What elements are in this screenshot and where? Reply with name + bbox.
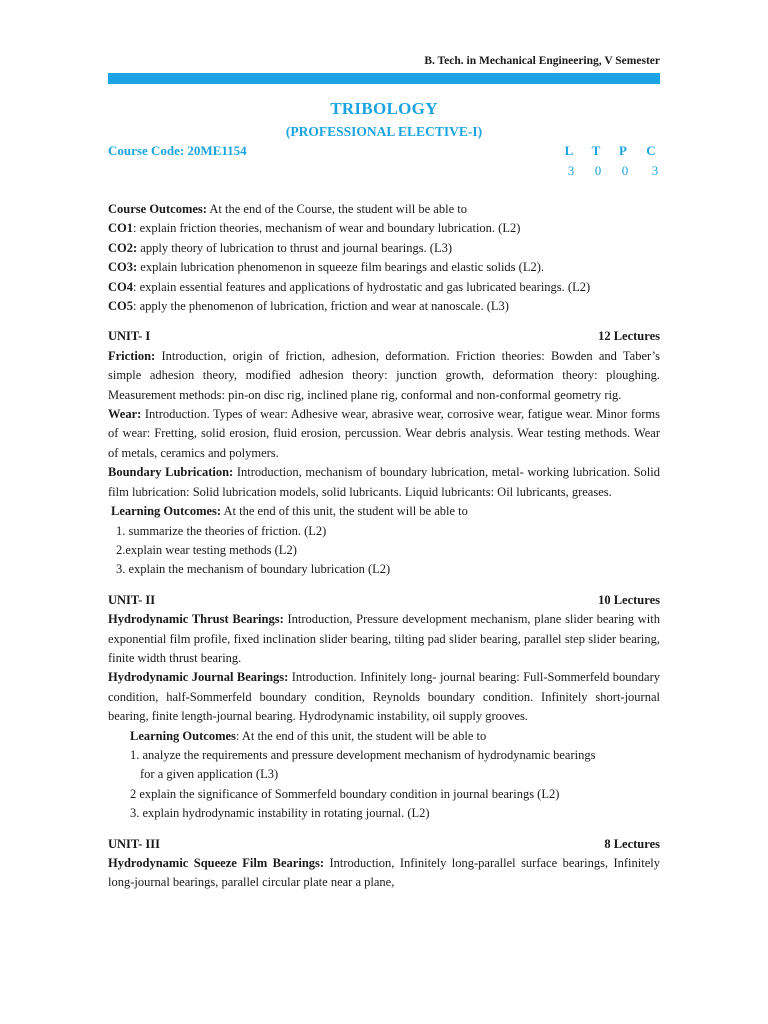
learning-outcomes-intro: Learning Outcomes: At the end of this unit, the student will be able to	[111, 504, 468, 519]
ltpc-label-p: P	[619, 143, 627, 158]
course-outcome-item: CO5: apply the phenomenon of lubrication, friction and wear at nanoscale. (L3)	[108, 299, 509, 314]
program-header: B. Tech. in Mechanical Engineering, V Semester	[424, 55, 660, 67]
ltpc-value-l: 3	[567, 163, 575, 178]
course-outcome-item: CO1: explain friction theories, mechanism of wear and boundary lubrication. (L2)	[108, 221, 521, 236]
course-outcomes-intro: Course Outcomes: At the end of the Course, the student will be able to	[108, 202, 467, 216]
unit-heading: UNIT- III 8 Lectures	[108, 836, 660, 851]
learning-outcome-item: 1. analyze the requirements and pressure development mechanism of hydrodynamic bearings	[130, 747, 596, 762]
course-code: Course Code: 20ME1154	[108, 143, 247, 158]
course-subtitle: (PROFESSIONAL ELECTIVE-I)	[285, 124, 483, 139]
unit-topic-journal-bearings: Hydrodynamic Journal Bearings: Introduction. Infinitely long- journal bearing: Full-Sommerfeld boundary condition, half-Sommerfeld boundary condition, Reynolds boundary condition. Infinitely short-journal bearing, finite length-journal bearing. Hydrodynamic instability, oil supply grooves.	[108, 670, 660, 724]
syllabus-content	[108, 200, 660, 893]
header-rule	[108, 73, 660, 84]
learning-outcome-item: 2.explain wear testing methods (L2)	[116, 542, 297, 557]
learning-outcome-item: 2 explain the significance of Sommerfeld boundary condition in journal bearings (L2)	[130, 786, 560, 801]
ltpc-label-c: C	[646, 143, 656, 158]
learning-outcome-item: 3. explain hydrodynamic instability in rotating journal. (L2)	[130, 806, 430, 821]
learning-outcome-item: 3. explain the mechanism of boundary lubrication (L2)	[116, 562, 391, 577]
learning-outcome-item-continued: for a given application (L3)	[140, 767, 279, 782]
unit-topic-boundary-lubrication: Boundary Lubrication: Introduction, mechanism of boundary lubrication, metal- working lubrication. Solid film lubrication: Solid lubrication models, solid lubricants. Liquid lubricants: Oil lubricants, greases.	[108, 465, 660, 499]
course-outcome-item: CO3: explain lubrication phenomenon in squeeze film bearings and elastic solids (L2).	[108, 260, 545, 275]
unit-heading: UNIT- II 10 Lectures	[108, 592, 660, 607]
ltpc-label-l: L	[564, 143, 574, 158]
unit-topic-thrust-bearings: Hydrodynamic Thrust Bearings: Introduction, Pressure development mechanism, plane slider bearing with exponential film profile, fixed inclination slider bearing, tilting pad slider bearing, parallel step slider bearing, finite width thrust bearing.	[108, 612, 660, 665]
unit-topic-friction: Friction: Introduction, origin of friction, adhesion, deformation. Friction theories: Bowden and Taber’s simple adhesion theory, modified adhesion theory: junction growth, deformation theory: ploughing. Measurement methods: pin-on disc rig, inclined plane rig, conformal and non-conformal geometry rig.	[108, 348, 660, 402]
course-outcome-item: CO4: explain essential features and applications of hydrostatic and gas lubricated bearings. (L2)	[108, 279, 591, 294]
course-title: TRIBOLOGY	[330, 99, 438, 118]
ltpc-label-t: T	[591, 143, 601, 158]
learning-outcomes-intro: Learning Outcomes: At the end of this unit, the student will be able to	[130, 728, 487, 743]
unit-heading: UNIT- I 12 Lectures	[108, 329, 660, 344]
ltpc-value-t: 0	[594, 163, 602, 178]
ltpc-value-p: 0	[621, 163, 629, 178]
course-outcome-item: CO2: apply theory of lubrication to thrust and journal bearings. (L3)	[108, 240, 453, 255]
unit-topic-squeeze-film: Hydrodynamic Squeeze Film Bearings: Introduction, Infinitely long-parallel surface bearings, Infinitely long-journal bearings, parallel circular plate near a plane,	[108, 856, 660, 890]
unit-topic-wear: Wear: Introduction. Types of wear: Adhesive wear, abrasive wear, corrosive wear, fatigue wear. Minor forms of wear: Fretting, solid erosion, fluid erosion, percussion. Wear debris analysis. Wear testing methods. Wear of metals, ceramics and polymers.	[108, 407, 660, 460]
learning-outcome-item: 1. summarize the theories of friction. (L2)	[116, 523, 327, 538]
ltpc-value-c: 3	[651, 163, 659, 178]
